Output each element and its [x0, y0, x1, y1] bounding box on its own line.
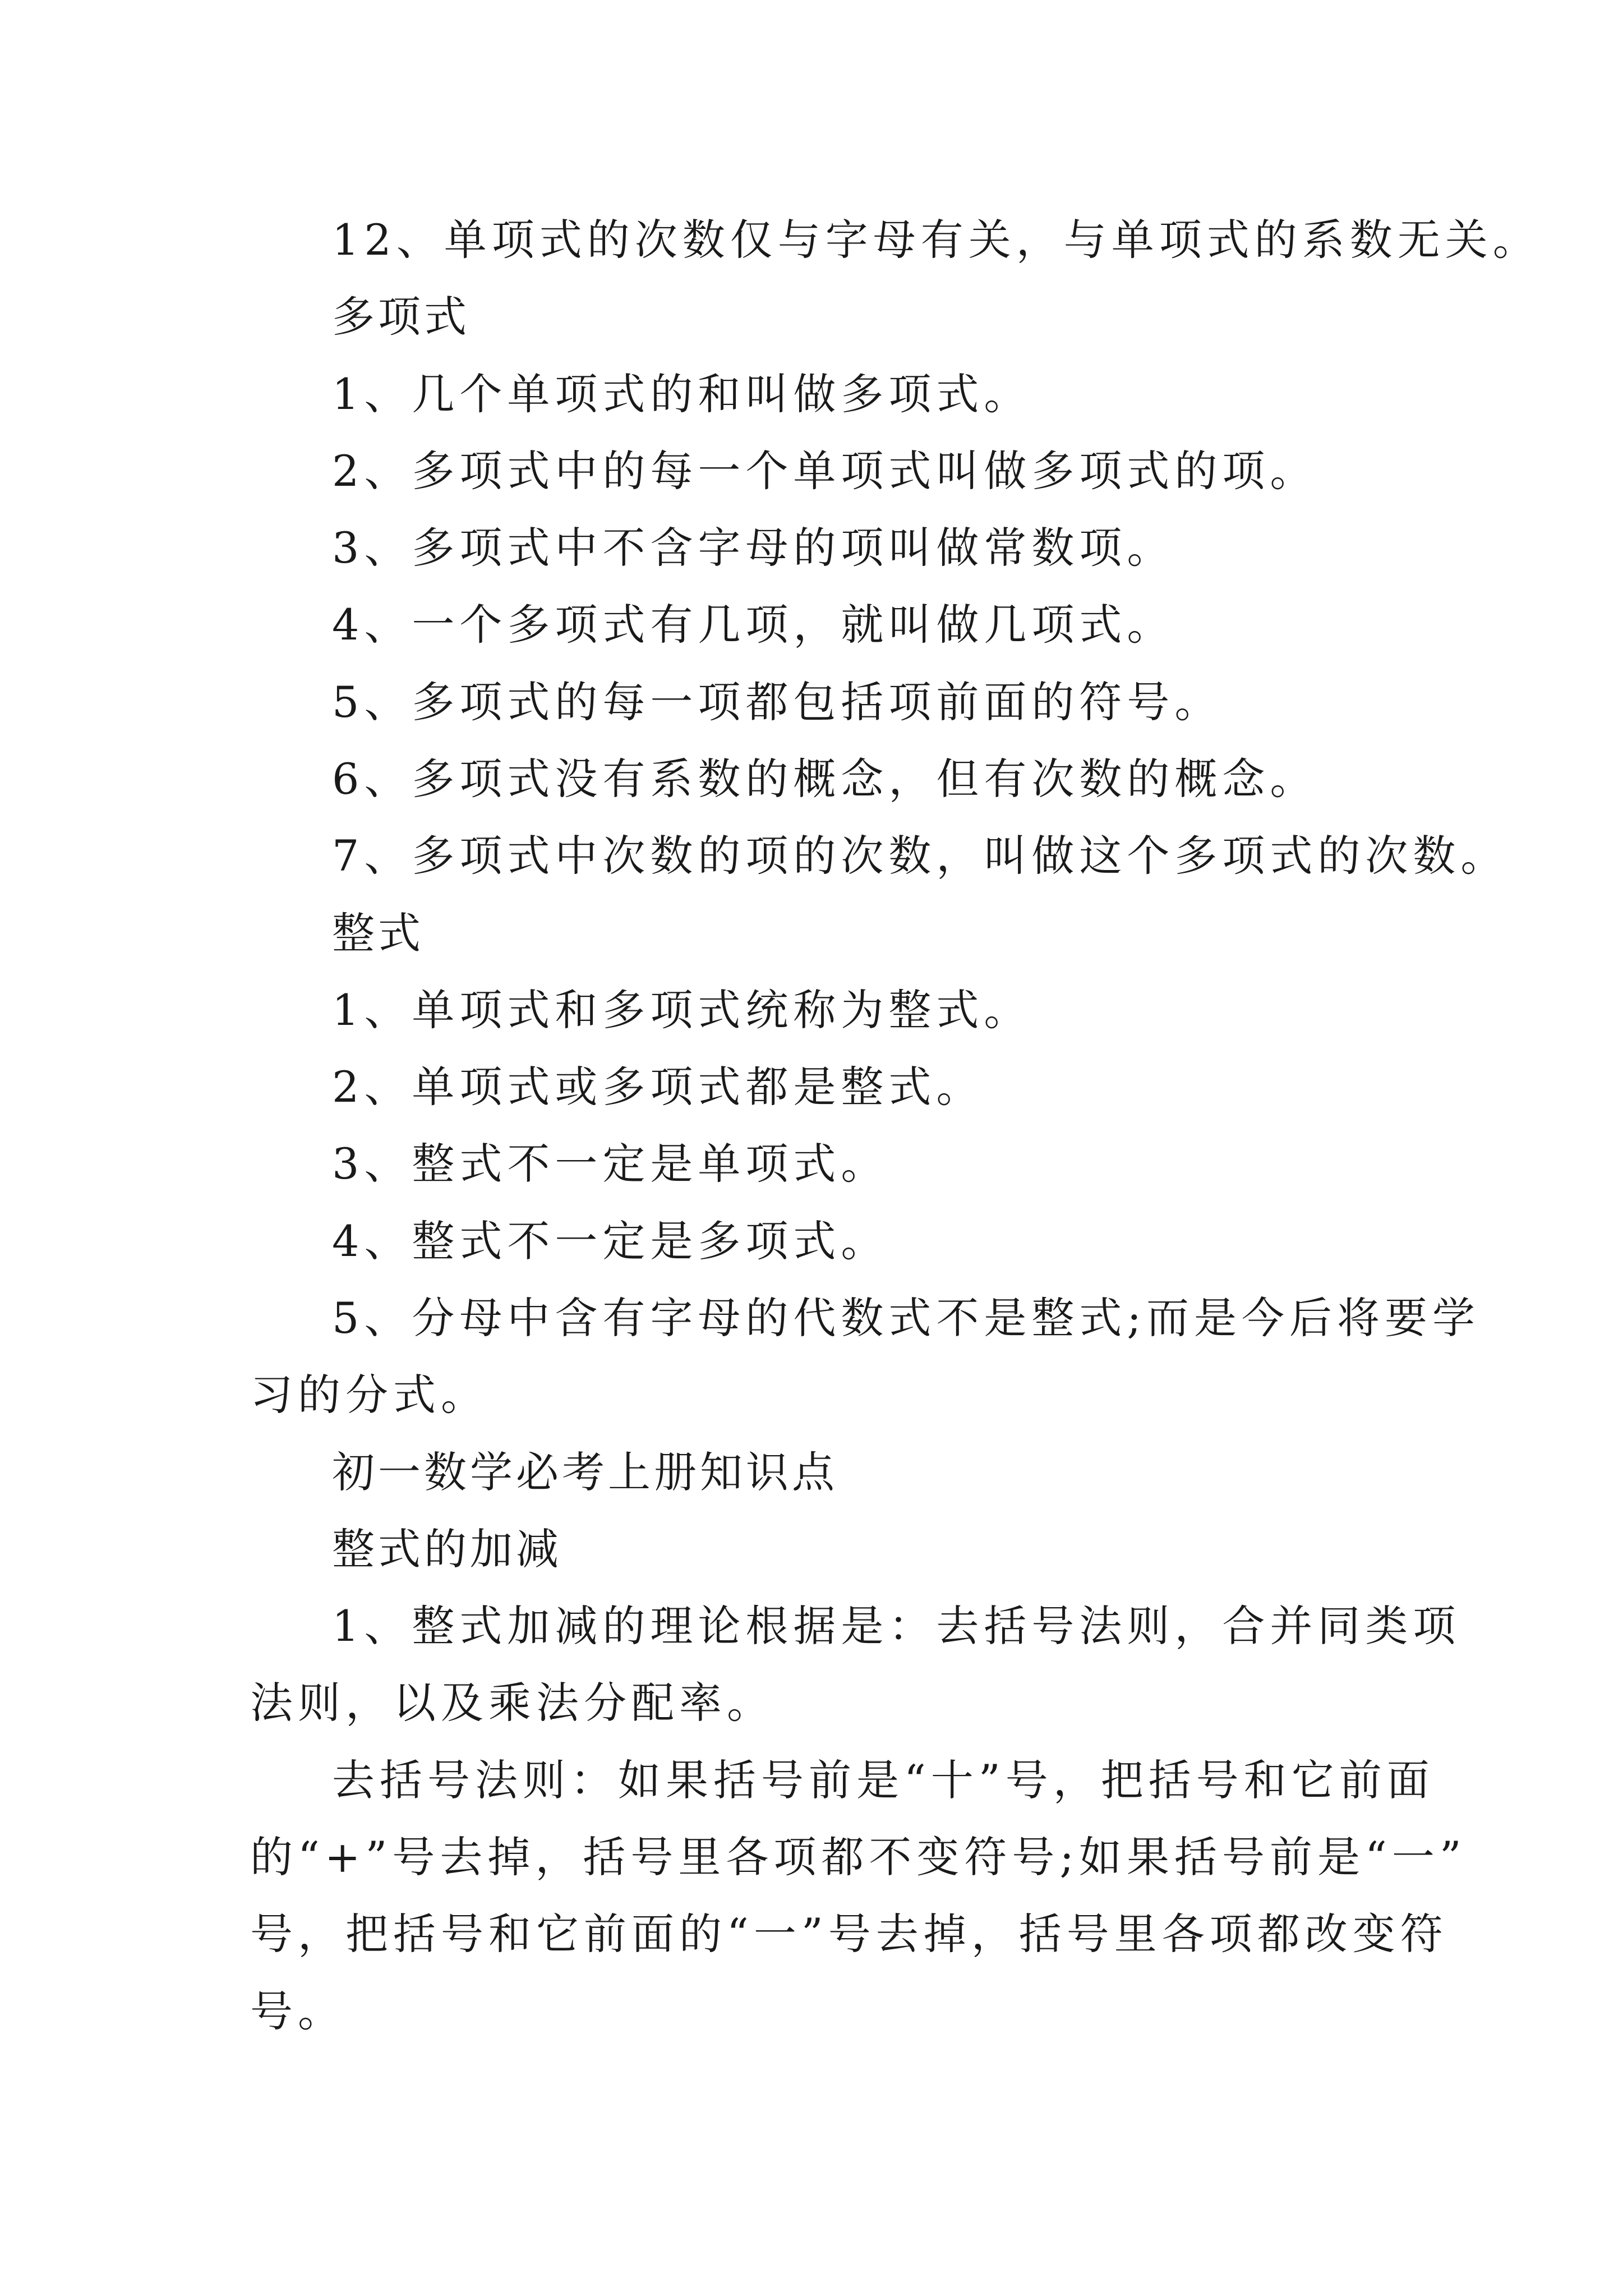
- text-line-bracket-rule-cont-2: 号，把括号和它前面的“一”号去掉，括号里各项都改变符: [250, 1909, 1448, 1959]
- text-line-integral-5: 5、分母中含有字母的代数式不是整式;而是今后将要学: [332, 1293, 1480, 1343]
- text-line-bracket-rule-cont-1: 的“+”号去掉，括号里各项都不变符号;如果括号前是“一”: [250, 1832, 1467, 1882]
- text-line-bracket-rule: 去括号法则：如果括号前是“十”号，把括号和它前面: [332, 1755, 1435, 1805]
- text-line-polynomial-3: 3、多项式中不含字母的项叫做常数项。: [332, 523, 1175, 573]
- text-line-addsub-1-cont: 法则，以及乘法分配率。: [250, 1678, 774, 1728]
- text-line-polynomial-4: 4、一个多项式有几项，就叫做几项式。: [332, 600, 1175, 650]
- text-line-integral-1: 1、单项式和多项式统称为整式。: [332, 985, 1032, 1035]
- section-heading-polynomial: 多项式: [332, 292, 470, 342]
- text-line-polynomial-7: 7、多项式中次数的项的次数，叫做这个多项式的次数。: [332, 831, 1509, 881]
- text-line-integral-5-cont: 习的分式。: [250, 1370, 488, 1420]
- text-line-integral-3: 3、整式不一定是单项式。: [332, 1139, 889, 1189]
- section-heading-integral-expression: 整式: [332, 908, 424, 958]
- text-line-integral-4: 4、整式不一定是多项式。: [332, 1216, 889, 1266]
- section-heading-knowledge-points: 初一数学必考上册知识点: [332, 1447, 838, 1497]
- text-line-monomial-degree: 12、单项式的次数仅与字母有关，与单项式的系数无关。: [332, 215, 1541, 265]
- text-line-bracket-rule-cont-3: 号。: [250, 1986, 345, 2036]
- text-line-polynomial-2: 2、多项式中的每一个单项式叫做多项式的项。: [332, 446, 1318, 496]
- text-line-polynomial-5: 5、多项式的每一项都包括项前面的符号。: [332, 677, 1223, 727]
- text-line-integral-2: 2、单项式或多项式都是整式。: [332, 1062, 984, 1112]
- text-line-polynomial-6: 6、多项式没有系数的概念，但有次数的概念。: [332, 754, 1318, 804]
- text-line-polynomial-1: 1、几个单项式的和叫做多项式。: [332, 369, 1032, 419]
- section-heading-addition-subtraction: 整式的加减: [332, 1524, 562, 1574]
- text-line-addsub-1: 1、整式加减的理论根据是：去括号法则，合并同类项: [332, 1601, 1461, 1651]
